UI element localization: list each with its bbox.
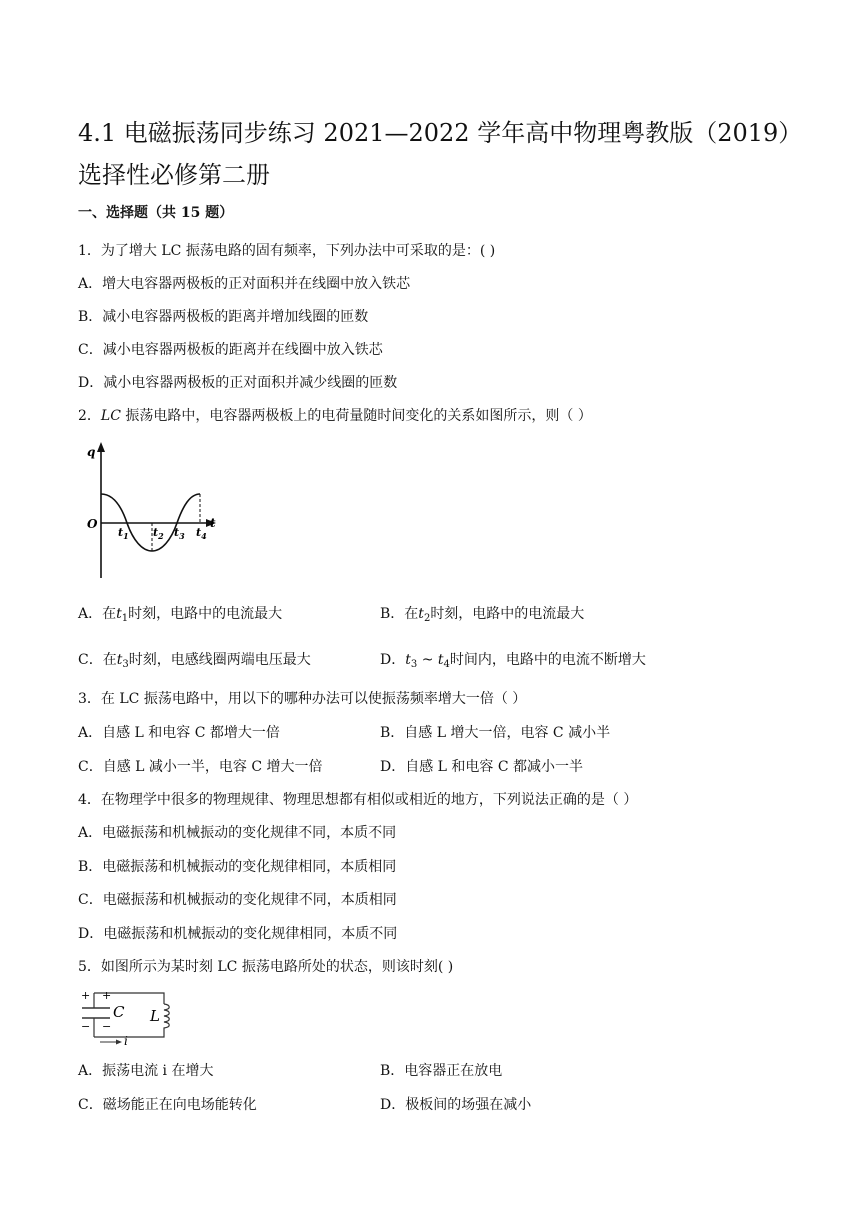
question-4-option-c: C．电磁振荡和机械振动的变化规律不同，本质相同 [78,892,397,908]
question-5-stem: 5．如图所示为某时刻 LC 振荡电路所处的状态，则该时刻( ) [78,959,454,975]
question-2-option-c: C．在$t_3$时刻，电感线圈两端电压最大 [78,652,311,670]
question-4-stem: 4．在物理学中很多的物理规律、物理思想都有相似或相近的地方，下列说法正确的是（ ） [78,792,638,808]
question-5-option-a: A．振荡电流 i 在增大 [78,1063,214,1079]
question-1-option-d: D．减小电容器两极板的正对面积并减少线圈的匝数 [78,375,398,391]
question-2-stem: 2．LC 振荡电路中，电容器两极板上的电荷量随时间变化的关系如图所示，则（ ） [78,408,592,424]
section-heading: 一、选择题（共 15 题） [78,205,234,221]
question-2-option-d: D．$t_3$ ~ $t_4$时间内，电路中的电流不断增大 [380,652,646,670]
graph-t1-label: $t_1$ [118,526,129,541]
circuit-minus-sign-1: − [81,1020,91,1033]
question-3-stem: 3．在 LC 振荡电路中，用以下的哪种办法可以使振荡频率增大一倍（ ） [78,691,527,707]
question-3-option-b: B．自感 L 增大一倍，电容 C 减小半 [380,725,611,741]
graph-t3-label: $t_3$ [174,526,185,541]
charge-time-graph [84,440,224,580]
graph-q-label: q [87,445,96,459]
circuit-plus-sign-2: + [102,989,112,1002]
question-1-option-b: B．减小电容器两极板的距离并增加线圈的匝数 [78,309,369,325]
question-2-option-b: B．在$t_2$时刻，电路中的电流最大 [380,606,585,624]
question-3-option-c: C．自感 L 减小一半，电容 C 增大一倍 [78,759,323,775]
circuit-minus-sign-2: − [102,1020,112,1033]
question-1-option-a: A．增大电容器两极板的正对面积并在线圈中放入铁芯 [78,276,411,292]
question-3-option-a: A．自感 L 和电容 C 都增大一倍 [78,725,280,741]
question-5-option-c: C．磁场能正在向电场能转化 [78,1097,257,1113]
circuit-i-label: i [124,1034,128,1047]
question-4-option-a: A．电磁振荡和机械振动的变化规律不同，本质不同 [78,825,397,841]
question-1-option-c: C．减小电容器两极板的距离并在线圈中放入铁芯 [78,342,383,358]
graph-t2-label: $t_2$ [153,526,164,541]
graph-t4-label: $t_4$ [196,526,207,541]
document-title: 4.1 电磁振荡同步练习 2021—2022 学年高中物理粤教版（2019）选择性必修第二册 [78,119,791,189]
circuit-c-label: C [113,1003,125,1021]
circuit-l-label: L [150,1007,160,1025]
question-4-option-d: D．电磁振荡和机械振动的变化规律相同，本质不同 [78,926,398,942]
question-5-option-d: D．极板间的场强在减小 [380,1097,532,1113]
lc-circuit-diagram [78,985,174,1047]
question-1-stem: 1．为了增大 LC 振荡电路的固有频率，下列办法中可采取的是：( ) [78,243,496,259]
graph-t-label: t [210,516,216,530]
circuit-plus-sign-1: + [81,989,91,1002]
graph-origin-label: O [87,517,98,531]
question-5-option-b: B．电容器正在放电 [380,1063,503,1079]
question-4-option-b: B．电磁振荡和机械振动的变化规律相同，本质相同 [78,859,397,875]
question-3-option-d: D．自感 L 和电容 C 都减小一半 [380,759,584,775]
question-2-option-a: A．在$t_1$时刻，电路中的电流最大 [78,606,283,624]
